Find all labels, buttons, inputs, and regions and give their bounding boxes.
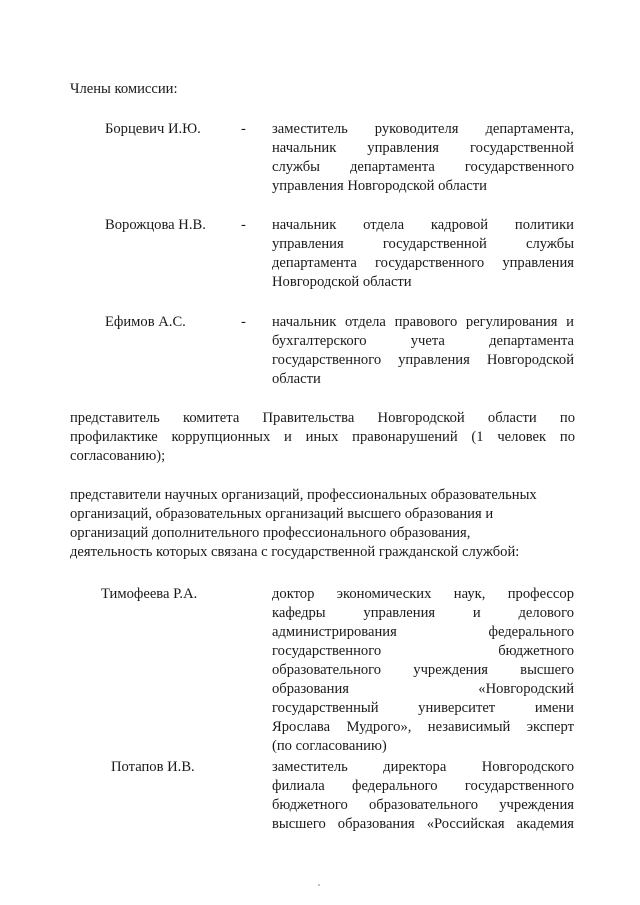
position-line: начальник отдела кадровой политики <box>272 217 574 233</box>
position-line: филиала федерального государственного <box>272 778 574 794</box>
position-line: начальник управления государственной <box>272 140 574 156</box>
paragraph-line: деятельность которых связана с государственной гражданской службой: <box>70 544 520 560</box>
commission-members-heading: Члены комиссии: <box>70 81 178 97</box>
position-line: высшего образования «Российская академия <box>272 816 574 832</box>
position-line: государственного управления Новгородской <box>272 352 574 368</box>
position-line: государственный университет имени <box>272 700 574 716</box>
paragraph-line: организаций, образовательных организаций высшего образования и <box>70 506 494 522</box>
member-dash: - <box>241 314 246 330</box>
position-line: администрирования федерального <box>272 624 574 640</box>
position-line: Новгородской области <box>272 274 412 290</box>
paragraph-line: организаций дополнительного профессионального образования, <box>70 525 471 541</box>
position-line: департамента государственного управления <box>272 255 574 271</box>
position-line: образовательного учреждения высшего <box>272 662 574 678</box>
position-line: службы департамента государственного <box>272 159 574 175</box>
member-dash: - <box>241 121 246 137</box>
position-line: области <box>272 371 321 387</box>
member-name: Ворожцова Н.В. <box>105 217 206 233</box>
position-line: государственного бюджетного <box>272 643 574 659</box>
position-line: доктор экономических наук, профессор <box>272 586 574 602</box>
position-line: бухгалтерского учета департамента <box>272 333 574 349</box>
position-line: начальник отдела правового регулирования и <box>272 314 574 330</box>
expert-position <box>272 758 574 834</box>
member-position <box>272 216 574 292</box>
scan-speck <box>318 884 320 886</box>
member-position <box>272 120 574 196</box>
position-line: образования «Новгородский <box>272 681 574 697</box>
position-line: заместитель директора Новгородского <box>272 759 574 775</box>
position-line: кафедры управления и делового <box>272 605 574 621</box>
paragraph-line: согласованию); <box>70 448 166 464</box>
organizations-representatives-paragraph <box>70 486 575 562</box>
position-line: бюджетного образовательного учреждения <box>272 797 574 813</box>
position-line: управления Новгородской области <box>272 178 487 194</box>
position-line: Ярослава Мудрого», независимый эксперт <box>272 719 574 735</box>
position-line: управления государственной службы <box>272 236 574 252</box>
position-line: заместитель руководителя департамента, <box>272 121 574 137</box>
member-name: Ефимов А.С. <box>105 314 186 330</box>
committee-representative-paragraph <box>70 409 575 466</box>
expert-name: Потапов И.В. <box>111 759 195 775</box>
paragraph-line: представители научных организаций, профессиональных образовательных <box>70 487 537 503</box>
position-line: (по согласованию) <box>272 738 387 754</box>
expert-position <box>272 585 574 756</box>
paragraph-line: представитель комитета Правительства Новгородской области по <box>70 410 575 426</box>
expert-name: Тимофеева Р.А. <box>101 586 198 602</box>
member-dash: - <box>241 217 246 233</box>
member-name: Борцевич И.Ю. <box>105 121 201 137</box>
paragraph-line: профилактике коррупционных и иных правонарушений (1 человек по <box>70 429 575 445</box>
member-position <box>272 313 574 389</box>
